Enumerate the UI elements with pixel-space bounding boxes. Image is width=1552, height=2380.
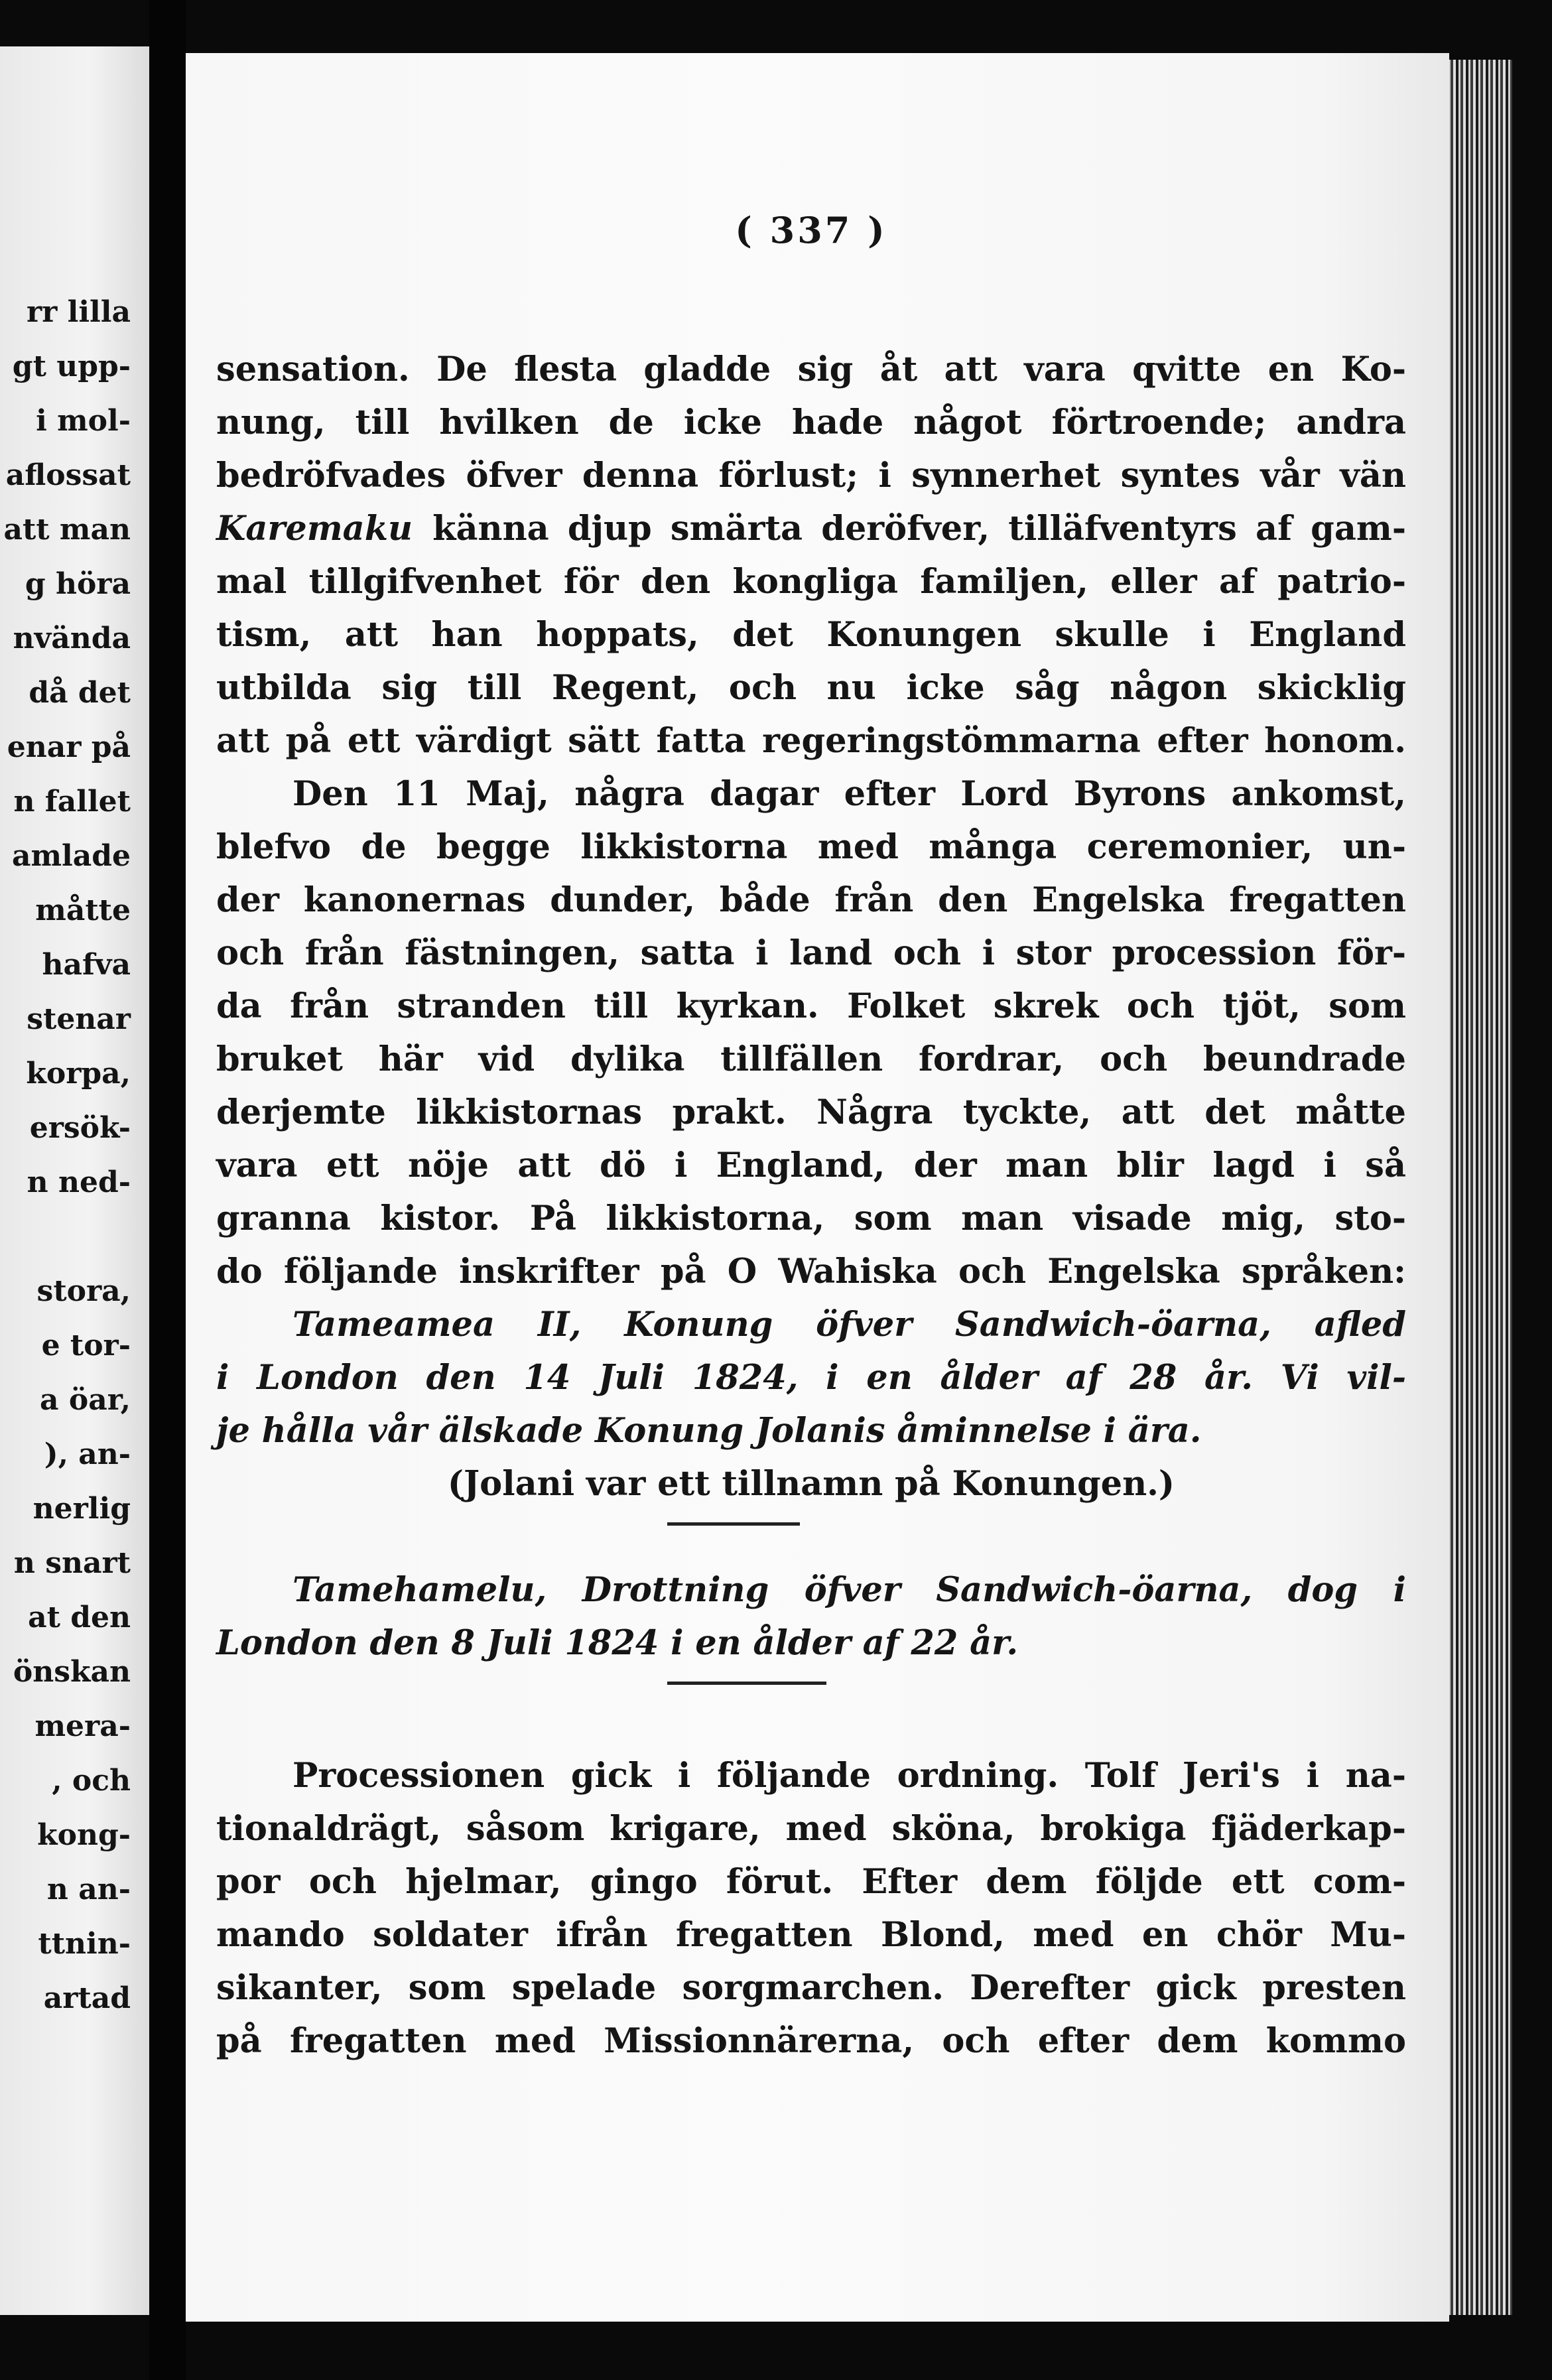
left-page-line: måtte bbox=[35, 893, 131, 927]
text-line: der kanonernas dunder, både från den Engelska fregatten bbox=[216, 880, 1406, 920]
left-page-line: gt upp- bbox=[12, 350, 131, 383]
inscription-note: (Jolani var ett tillnamn på Konungen.) bbox=[447, 1464, 1175, 1504]
inscription-line: Tamehamelu, Drottning öfver Sandwich-öarna, dog i bbox=[292, 1570, 1406, 1610]
text-line: do följande inskrifter på O Wahiska och Engelska språken: bbox=[216, 1252, 1406, 1291]
text-line: granna kistor. På likkistorna, som man visade mig, sto- bbox=[216, 1199, 1406, 1238]
left-page-line bbox=[0, 1210, 131, 1264]
inscription-line: je hålla vår älskade Konung Jolanis åminnelse i ära. bbox=[216, 1411, 1202, 1451]
left-page-line: artad bbox=[43, 1981, 131, 2015]
left-page-line: i mol- bbox=[36, 404, 131, 438]
text-line: bedröfvades öfver denna förlust; i synnerhet syntes vår vän bbox=[216, 456, 1406, 496]
left-page-line: rr lilla bbox=[26, 295, 131, 329]
page-edges bbox=[1436, 60, 1552, 2315]
left-page-line: stora, bbox=[36, 1274, 131, 1308]
left-facing-page bbox=[0, 46, 149, 2315]
left-page-line: hafva bbox=[42, 948, 131, 982]
text-line: vara ett nöje att dö i England, der man blir lagd i så bbox=[216, 1146, 1406, 1185]
text-line bbox=[216, 502, 1406, 555]
left-page-line: nvända bbox=[13, 622, 131, 655]
left-page-line: ersök- bbox=[29, 1111, 131, 1145]
left-page-line: n an- bbox=[46, 1873, 131, 1906]
text-line: mando soldater ifrån fregatten Blond, med en chör Mu- bbox=[216, 1915, 1406, 1955]
left-page-line: at den bbox=[28, 1601, 131, 1634]
text-line: på fregatten med Missionnärerna, och efter dem kommo bbox=[216, 2021, 1406, 2061]
text-line: tionaldrägt, såsom krigare, med sköna, brokiga fjäderkap- bbox=[216, 1809, 1406, 1849]
text-line: sikanter, som spelade sorgmarchen. Derefter gick presten bbox=[216, 1968, 1406, 2008]
left-page-line: a öar, bbox=[40, 1383, 131, 1417]
separator-rule bbox=[667, 1682, 826, 1685]
left-page-line: önskan bbox=[13, 1655, 131, 1689]
left-page-line: mera- bbox=[34, 1709, 131, 1743]
left-page-line: korpa, bbox=[26, 1057, 131, 1091]
text-line: bruket här vid dylika tillfällen fordrar, och beundrade bbox=[216, 1039, 1406, 1079]
left-page-line: aflossat bbox=[5, 458, 131, 492]
text-line-rest: känna djup smärta deröfver, tilläfventyrs af gam- bbox=[432, 509, 1406, 549]
left-page-line: nerlig bbox=[32, 1492, 131, 1526]
inscription-line: London den 8 Juli 1824 i en ålder af 22 år. bbox=[216, 1623, 1019, 1663]
left-page-line: amlade bbox=[11, 839, 131, 873]
book-gutter bbox=[149, 0, 186, 2380]
inscription-line: i London den 14 Juli 1824, i en ålder af 28 år. Vi vil- bbox=[216, 1358, 1406, 1398]
left-page-line: n fallet bbox=[13, 785, 131, 819]
left-page-line: då det bbox=[29, 676, 131, 710]
left-page-line: n ned- bbox=[27, 1165, 131, 1199]
left-page-line: , och bbox=[52, 1764, 131, 1798]
left-page-line: enar på bbox=[7, 730, 131, 764]
main-page bbox=[186, 53, 1449, 2322]
left-page-line: kong- bbox=[37, 1818, 131, 1852]
text-line: nung, till hvilken de icke hade något förtroende; andra bbox=[216, 403, 1406, 442]
text-line: sensation. De flesta gladde sig åt att vara qvitte en Ko- bbox=[216, 350, 1406, 389]
left-page-text bbox=[0, 285, 131, 2026]
text-line: utbilda sig till Regent, och nu icke såg någon skicklig bbox=[216, 668, 1406, 708]
text-line: mal tillgifvenhet för den kongliga familjen, eller af patrio- bbox=[216, 562, 1406, 602]
text-line: att på ett värdigt sätt fatta regeringstömmarna efter honom. bbox=[216, 721, 1406, 761]
left-page-line: stenar bbox=[27, 1002, 131, 1036]
text-line: blefvo de begge likkistorna med många ceremonier, un- bbox=[216, 827, 1406, 867]
page-number: ( 337 ) bbox=[735, 209, 887, 251]
text-line: da från stranden till kyrkan. Folket skrek och tjöt, som bbox=[216, 986, 1406, 1026]
left-page-line: ), an- bbox=[44, 1437, 131, 1471]
name-karemaku: Karemaku bbox=[216, 509, 413, 549]
left-page-line: n snart bbox=[13, 1546, 131, 1580]
text-line: derjemte likkistornas prakt. Några tyckte, att det måtte bbox=[216, 1092, 1406, 1132]
left-page-line: ttnin- bbox=[38, 1927, 131, 1961]
left-page-line: e tor- bbox=[41, 1329, 131, 1362]
text-line: Den 11 Maj, några dagar efter Lord Byrons ankomst, bbox=[292, 774, 1406, 814]
text-line: och från fästningen, satta i land och i stor procession för- bbox=[216, 933, 1406, 973]
text-line: Processionen gick i följande ordning. Tolf Jeri's i na- bbox=[292, 1756, 1406, 1796]
text-line: por och hjelmar, gingo förut. Efter dem följde ett com- bbox=[216, 1862, 1406, 1902]
text-line: tism, att han hoppats, det Konungen skulle i England bbox=[216, 615, 1406, 655]
left-page-line: att man bbox=[3, 513, 131, 547]
separator-rule bbox=[667, 1522, 800, 1526]
left-page-line: g höra bbox=[25, 567, 131, 601]
inscription-line: Tameamea II, Konung öfver Sandwich-öarna, afled bbox=[292, 1305, 1406, 1345]
